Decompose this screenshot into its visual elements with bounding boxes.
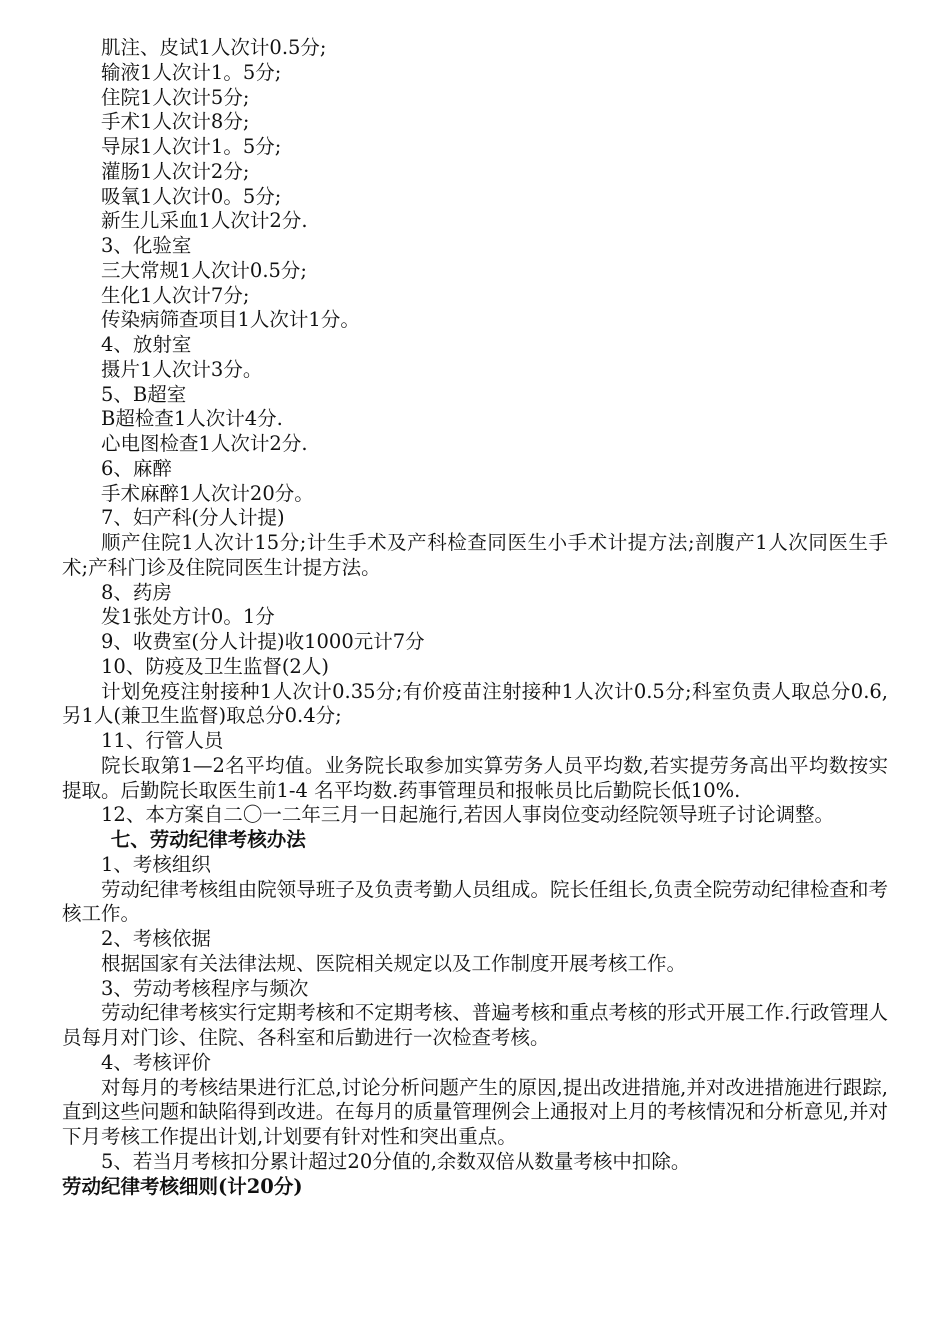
section-heading: 6、麻醉 [101, 456, 172, 480]
paragraph: 计划免疫注射接种1人次计0.35分;有价疫苗注射接种1人次计0.5分;科室负责人取总分0.6,另1人(兼卫生监督)取总分0.4分; [62, 679, 888, 728]
paragraph: 手术麻醉1人次计20分。 [101, 481, 314, 505]
paragraph: 灌肠1人次计2分; [101, 159, 250, 183]
paragraph: 手术1人次计8分; [101, 110, 250, 134]
paragraph: 摄片1人次计3分。 [101, 357, 263, 381]
section-heading: 10、防疫及卫生监督(2人) [101, 654, 329, 678]
paragraph: 5、若当月考核扣分累计超过20分值的,余数双倍从数量考核中扣除。 [101, 1149, 691, 1173]
paragraph: 住院1人次计5分; [101, 85, 250, 109]
paragraph: 三大常规1人次计0.5分; [101, 258, 307, 282]
paragraph: 肌注、皮试1人次计0.5分; [101, 36, 327, 59]
paragraph: 劳动纪律考核组由院领导班子及负责考勤人员组成。院长任组长,负责全院劳动纪律检查和考核工作。 [62, 877, 888, 926]
paragraph: 吸氧1人次计0。5分; [101, 184, 282, 208]
paragraph: 12、本方案自二〇一二年三月一日起施行,若因人事岗位变动经院领导班子讨论调整。 [101, 803, 835, 827]
paragraph: 新生儿采血1人次计2分. [101, 209, 308, 233]
paragraph: 心电图检查1人次计2分. [101, 432, 308, 455]
paragraph: 传染病筛查项目1人次计1分。 [101, 308, 360, 332]
section-heading: 1、考核组织 [101, 852, 211, 876]
paragraph: 生化1人次计7分; [101, 283, 250, 307]
section-heading: 2、考核依据 [101, 927, 211, 950]
paragraph: 输液1人次计1。5分; [101, 60, 282, 84]
paragraph: 劳动纪律考核实行定期考核和不定期考核、普遍考核和重点考核的形式开展工作.行政管理人员每月对门诊、住院、各科室和后勤进行一次检查考核。 [62, 1001, 888, 1049]
section-heading: 7、妇产科(分人计提) [101, 506, 285, 530]
paragraph: B超检查1人次计4分. [101, 407, 283, 431]
paragraph: 对每月的考核结果进行汇总,讨论分析问题产生的原因,提出改进措施,并对改进措施进行跟踪,直到这些问题和缺陷得到改进。在每月的质量管理例会上通报对上月的考核情况和分析意见,并对下月考核工作提出计划,计划要有针对性和突出重点。 [62, 1075, 888, 1148]
paragraph: 根据国家有关法律法规、医院相关规定以及工作制度开展考核工作。 [101, 951, 687, 975]
section-heading: 3、劳动考核程序与频次 [101, 976, 309, 1000]
section-heading: 11、行管人员 [101, 729, 224, 752]
rules-heading: 劳动纪律考核细则(计20分) [62, 1174, 303, 1198]
paragraph: 导尿1人次计1。5分; [101, 135, 282, 158]
section-heading: 9、收费室(分人计提)收1000元计7分 [101, 630, 425, 653]
section-heading: 8、药房 [101, 580, 172, 604]
section-heading: 3、化验室 [101, 234, 192, 257]
section-heading: 5、B超室 [101, 382, 187, 406]
section-heading: 4、考核评价 [101, 1050, 211, 1074]
paragraph: 发1张处方计0。1分 [101, 605, 275, 629]
chapter-heading: 七、劳动纪律考核办法 [110, 828, 306, 851]
paragraph: 顺产住院1人次计15分;计生手术及产科检查同医生小手术计提方法;剖腹产1人次同医生手术;产科门诊及住院同医生计提方法。 [62, 531, 888, 579]
paragraph: 院长取第1—2名平均值。业务院长取参加实算劳务人员平均数,若实提劳务高出平均数按实提取。后勤院长取医生前1-4 名平均数.药事管理员和报帐员比后勤院长低10%. [62, 753, 888, 802]
section-heading: 4、放射室 [101, 333, 192, 356]
